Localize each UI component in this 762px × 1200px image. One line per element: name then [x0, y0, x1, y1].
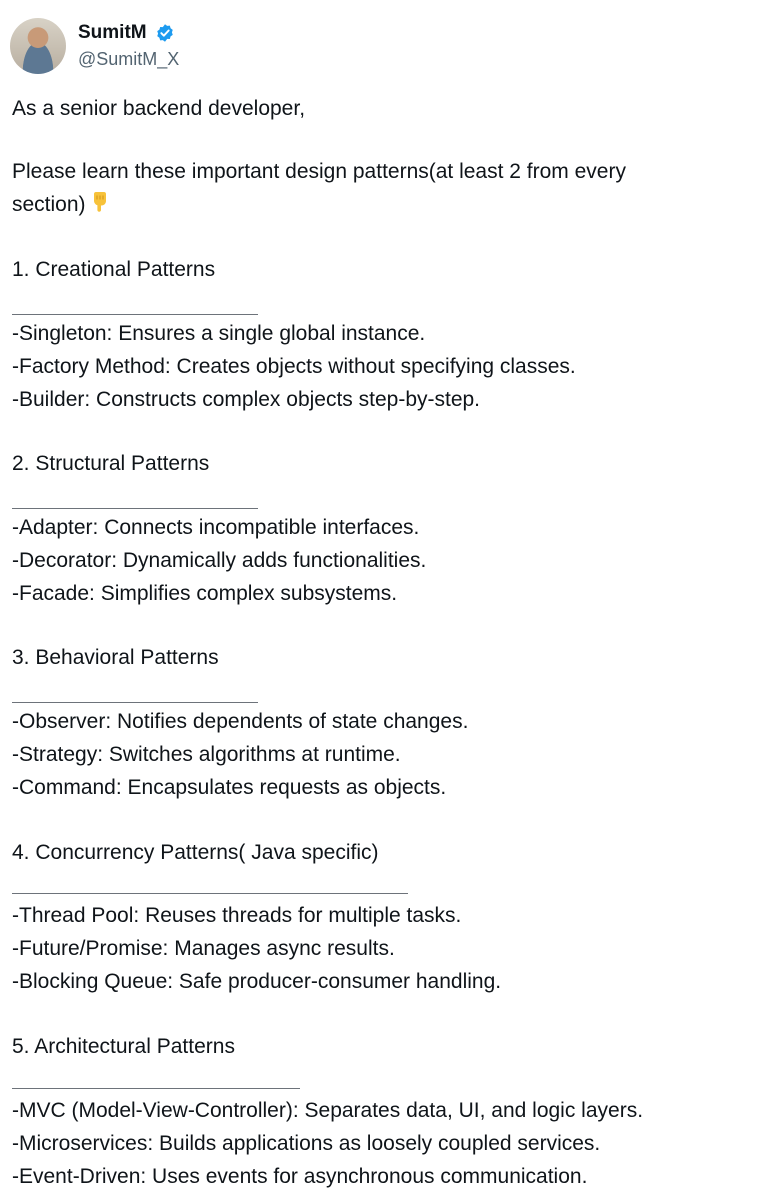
list-item: -Adapter: Connects incompatible interfaces.	[12, 516, 420, 539]
section-title-behavioral: 3. Behavioral Patterns	[12, 646, 219, 669]
pointing-down-hand-icon	[88, 189, 112, 213]
post-intro: As a senior backend developer,	[12, 97, 306, 120]
section-title-creational: 1. Creational Patterns	[12, 258, 216, 281]
author-handle[interactable]: @SumitM_X	[78, 49, 180, 69]
list-item: -Command: Encapsulates requests as objects.	[12, 776, 447, 799]
avatar[interactable]	[10, 18, 66, 74]
list-item: -Strategy: Switches algorithms at runtime.	[12, 743, 401, 766]
section-title-concurrency: 4. Concurrency Patterns( Java specific)	[12, 841, 379, 864]
list-item: -Future/Promise: Manages async results.	[12, 937, 395, 960]
list-item: -Builder: Constructs complex objects step-by-step.	[12, 388, 481, 411]
post-header	[10, 18, 750, 74]
section-divider	[12, 508, 258, 509]
list-item: -Singleton: Ensures a single global instance.	[12, 322, 426, 345]
list-item: -Thread Pool: Reuses threads for multiple tasks.	[12, 904, 462, 927]
list-item: -Observer: Notifies dependents of state changes.	[12, 710, 469, 733]
list-item: -Factory Method: Creates objects without specifying classes.	[12, 355, 576, 378]
verified-badge-icon	[155, 23, 175, 43]
list-item: -Microservices: Builds applications as loosely coupled services.	[12, 1132, 601, 1155]
section-divider	[12, 314, 258, 315]
section-title-structural: 2. Structural Patterns	[12, 452, 210, 475]
section-divider	[12, 893, 408, 894]
section-divider	[12, 702, 258, 703]
list-item: -Facade: Simplifies complex subsystems.	[12, 582, 398, 605]
author-block	[78, 22, 179, 71]
author-display-name[interactable]: SumitM	[78, 22, 147, 43]
section-title-architectural: 5. Architectural Patterns	[12, 1035, 235, 1058]
post-ask-line-2	[12, 189, 112, 222]
list-item: -Event-Driven: Uses events for asynchronous communication.	[12, 1165, 588, 1188]
section-divider	[12, 1088, 300, 1089]
list-item: -Decorator: Dynamically adds functionalities.	[12, 549, 427, 572]
list-item: -Blocking Queue: Safe producer-consumer handling.	[12, 970, 502, 993]
list-item: -MVC (Model-View-Controller): Separates data, UI, and logic layers.	[12, 1099, 644, 1122]
post-ask-text: section)	[12, 193, 86, 216]
post-ask-line-1: Please learn these important design patterns(at least 2 from every	[12, 160, 626, 183]
